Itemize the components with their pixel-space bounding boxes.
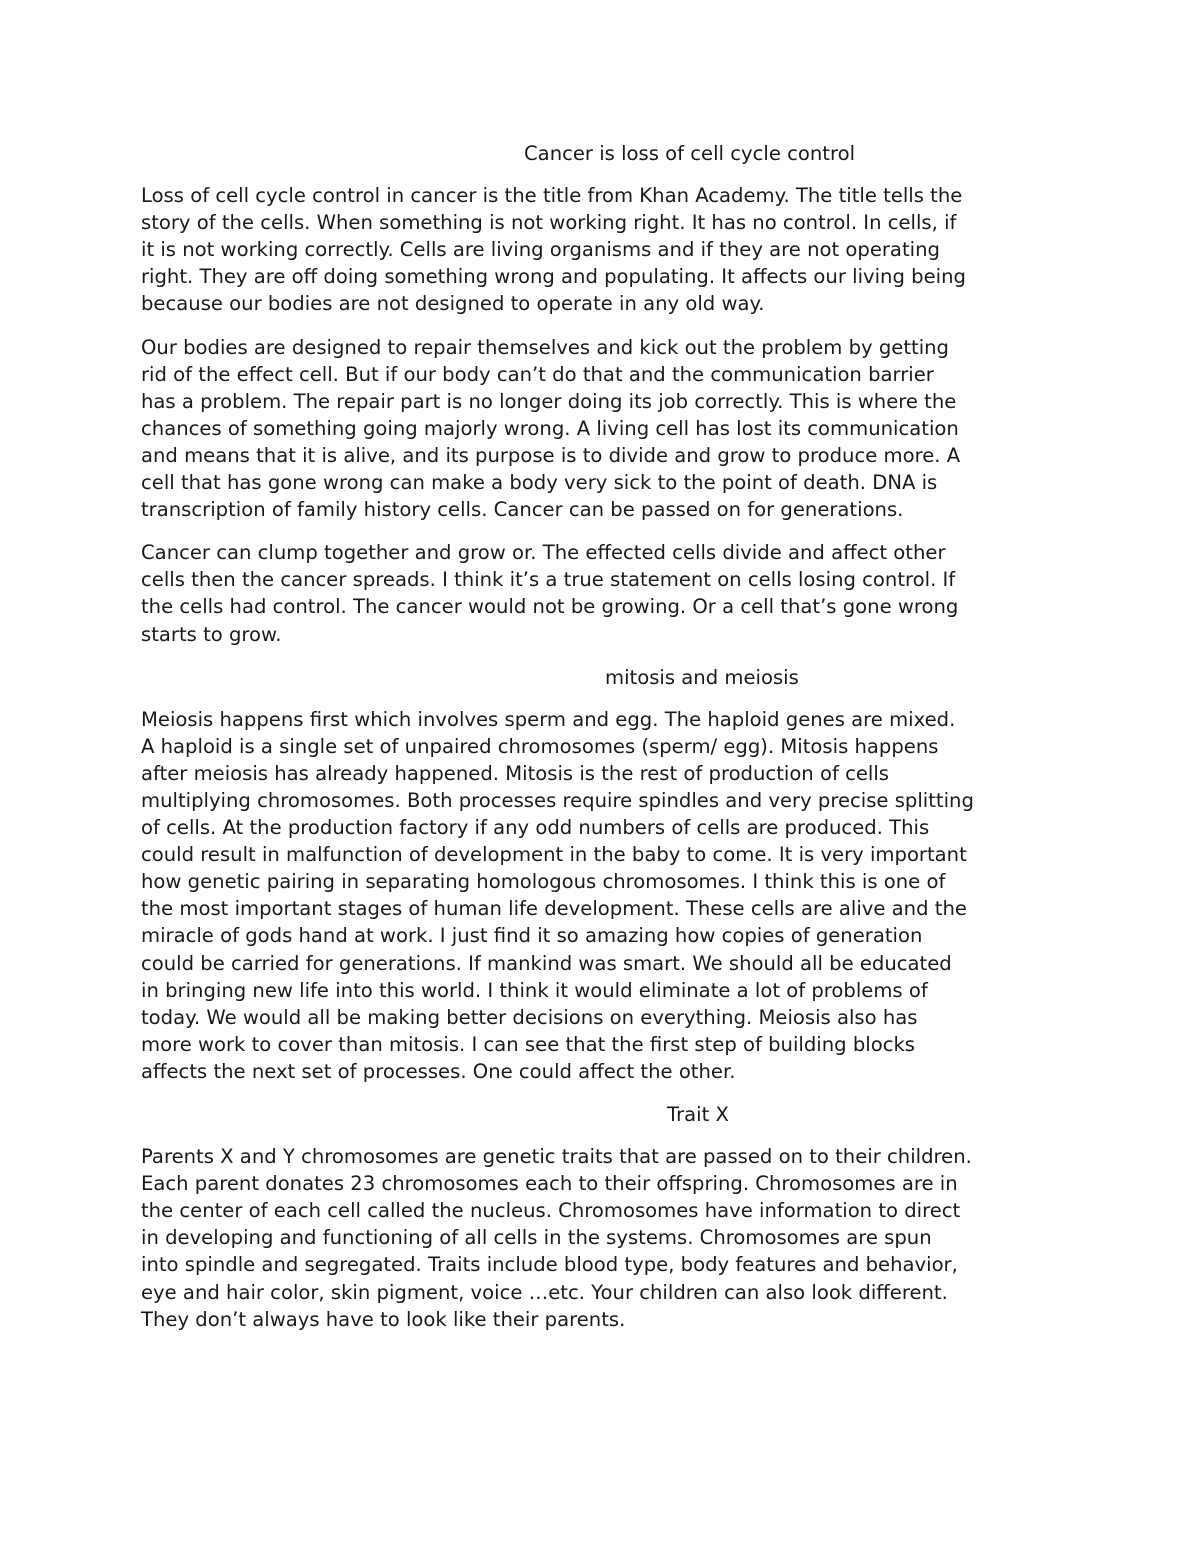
text-line: cells then the cancer spreads. I think it’s a true statement on cells losing control. If (141, 568, 956, 592)
text-line: miracle of gods hand at work. I just find it so amazing how copies of generation (141, 924, 923, 948)
text-line: affects the next set of processes. One could affect the other. (141, 1059, 736, 1083)
paragraph (141, 182, 1060, 317)
text-line: how genetic pairing in separating homologous chromosomes. I think this is one of (141, 870, 946, 894)
text-line: eye and hair color, skin pigment, voice …etc. Your children can also look different. (141, 1280, 948, 1304)
text-line: today. We would all be making better decisions on everything. Meiosis also has (141, 1005, 918, 1029)
text-line: Our bodies are designed to repair themselves and kick out the problem by getting (141, 335, 949, 359)
text-line: the cells had control. The cancer would not be growing. Or a cell that’s gone wrong (141, 595, 959, 619)
text-line: the most important stages of human life development. These cells are alive and the (141, 897, 967, 921)
text-line: cell that has gone wrong can make a body very sick to the point of death. DNA is (141, 471, 938, 495)
text-line: They don’t always have to look like their parents. (141, 1307, 626, 1331)
text-line: starts to grow. (141, 622, 282, 646)
text-line: rid of the effect cell. But if our body can’t do that and the communication barrier (141, 362, 934, 386)
text-line: in developing and functioning of all cells in the systems. Chromosomes are spun (141, 1226, 932, 1250)
text-line: the center of each cell called the nucleus. Chromosomes have information to direct (141, 1199, 961, 1223)
text-line: Loss of cell cycle control in cancer is the title from Khan Academy. The title tells the (141, 184, 963, 208)
paragraph (141, 1143, 1060, 1333)
text-line: because our bodies are not designed to operate in any old way. (141, 292, 765, 316)
text-line: multiplying chromosomes. Both processes require spindles and very precise splitting (141, 788, 974, 812)
text-line: Parents X and Y chromosomes are genetic traits that are passed on to their children. (141, 1145, 972, 1169)
section-heading-trait-x: Trait X (667, 1103, 729, 1126)
text-line: could be carried for generations. If mankind was smart. We should all be educated (141, 951, 952, 975)
text-line: story of the cells. When something is not working right. It has no control. In cells, if (141, 211, 957, 235)
text-line: A haploid is a single set of unpaired chromosomes (sperm/ egg). Mitosis happens (141, 734, 939, 758)
section-heading-cancer: Cancer is loss of cell cycle control (524, 142, 856, 165)
text-line: could result in malfunction of development in the baby to come. It is very important (141, 843, 967, 867)
paragraph (141, 334, 1060, 524)
text-line: of cells. At the production factory if any odd numbers of cells are produced. This (141, 816, 930, 840)
paragraph (141, 539, 1060, 647)
section-heading-mitosis-meiosis: mitosis and meiosis (605, 665, 799, 689)
text-line: right. They are off doing something wrong and populating. It affects our living being (141, 265, 966, 289)
text-line: Each parent donates 23 chromosomes each to their offspring. Chromosomes are in (141, 1172, 958, 1196)
text-line: and means that it is alive, and its purpose is to divide and grow to produce more. A (141, 443, 961, 467)
text-line: has a problem. The repair part is no longer doing its job correctly. This is where the (141, 389, 957, 413)
paragraph (141, 706, 1060, 1085)
text-line: into spindle and segregated. Traits include blood type, body features and behavior, (141, 1253, 958, 1277)
text-line: chances of something going majorly wrong. A living cell has lost its communication (141, 416, 959, 440)
text-line: Meiosis happens first which involves sperm and egg. The haploid genes are mixed. (141, 707, 956, 731)
text-line: it is not working correctly. Cells are living organisms and if they are not operating (141, 238, 940, 262)
text-line: more work to cover than mitosis. I can see that the first step of building blocks (141, 1032, 916, 1056)
text-line: in bringing new life into this world. I think it would eliminate a lot of problems of (141, 978, 928, 1002)
text-line: Cancer can clump together and grow or. The effected cells divide and affect other (141, 541, 946, 565)
text-line: after meiosis has already happened. Mitosis is the rest of production of cells (141, 761, 889, 785)
text-line: transcription of family history cells. Cancer can be passed on for generations. (141, 498, 904, 522)
